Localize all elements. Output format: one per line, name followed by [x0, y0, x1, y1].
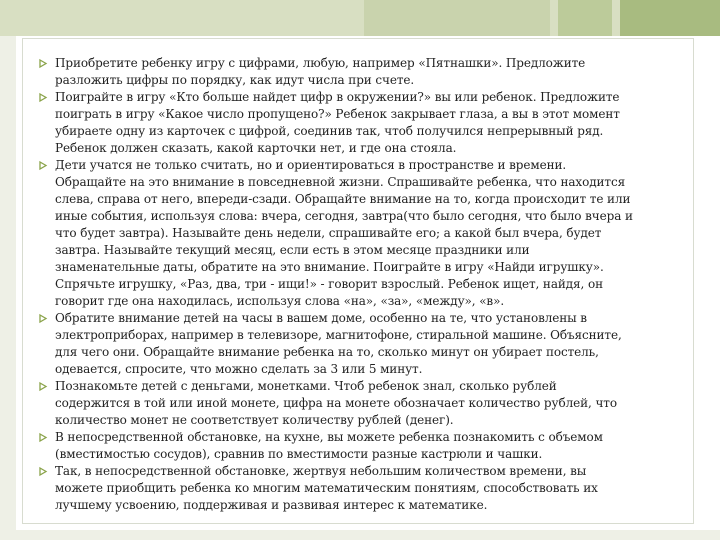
diamond-bullet-icon — [37, 157, 51, 174]
paragraph — [23, 378, 633, 429]
header-decor-block — [364, 0, 550, 36]
paragraph-text: Так, в непосредственной обстановке, жертвуя небольшим количеством времени, вы можете приобщить ребенка ко многим математическим понятиям, способствовать их лучшему усвоению, поддерживая и развивая интерес к математике. — [55, 464, 598, 512]
text-body — [23, 55, 633, 514]
paragraph-text: Дети учатся не только считать, но и ориентироваться в пространстве и времени. Обращайте на это внимание в повседневной жизни. Спрашивайте ребенка, что находится слева, справа от него, впереди-сзади. Обращайте внимание на то, когда происходит те или иные события, используя слова: вчера, сегодня, завтра(что было сегодня, что было вчера и что будет завтра). Называйте день недели, спрашивайте его; а какой был вчера, будет завтра. Называйте текущий месяц, если есть в этом месяце праздники или знаменательные даты, обратите на это внимание. Поиграйте в игру «Найди игрушку». Спрячьте игрушку, «Раз, два, три - ищи!» - говорит взрослый. Ребенок ищет, найдя, он говорит где она находилась, используя слова «на», «за», «между», «в». — [55, 158, 633, 308]
paragraph-text: Обратите внимание детей на часы в вашем доме, особенно на те, что установлены в электроприборах, например в телевизоре, магнитофоне, стиральной машине. Объясните, для чего они. Обращайте внимание ребенка на то, сколько минут он убирает постель, одевается, спросите, что можно сделать за 3 или 5 минут. — [55, 311, 622, 376]
diamond-bullet-icon — [37, 89, 51, 106]
paragraph-text: Познакомьте детей с деньгами, монетками. Чтоб ребенок знал, сколько рублей содержится в той или иной монете, цифра на монете обозначает количество рублей, что количество монет не соответствует количеству рублей (денег). — [55, 379, 617, 427]
diamond-bullet-icon — [37, 55, 51, 72]
paragraph — [23, 429, 633, 463]
paragraph-text: В непосредственной обстановке, на кухне, вы можете ребенка познакомить с объемом (вместимостью сосудов), сравнив по вместимости разные кастрюли и чашки. — [55, 430, 603, 461]
content-box — [22, 38, 694, 524]
header-band — [0, 0, 720, 36]
diamond-bullet-icon — [37, 378, 51, 395]
header-decor-block — [620, 0, 720, 36]
paragraph — [23, 157, 633, 310]
header-decor-block — [558, 0, 612, 36]
left-margin-decor — [0, 36, 16, 540]
diamond-bullet-icon — [37, 310, 51, 327]
paragraph — [23, 310, 633, 378]
paragraph-text: Приобретите ребенку игру с цифрами, любую, например «Пятнашки». Предложите разложить цифры по порядку, как идут числа при счете. — [55, 56, 586, 87]
paragraph — [23, 89, 633, 157]
diamond-bullet-icon — [37, 429, 51, 446]
paragraph-text: Поиграйте в игру «Кто больше найдет цифр в окружении?» вы или ребенок. Предложите поиграть в игру «Какое число пропущено?» Ребенок закрывает глаза, а вы в этот момент убираете одну из карточек с цифрой, соединив так, чтоб получился непрерывный ряд. Ребенок должен сказать, какой карточки нет, и где она стояла. — [55, 90, 620, 155]
diamond-bullet-icon — [37, 463, 51, 480]
bottom-margin-decor — [0, 530, 720, 540]
paragraph — [23, 55, 633, 89]
paragraph — [23, 463, 633, 514]
